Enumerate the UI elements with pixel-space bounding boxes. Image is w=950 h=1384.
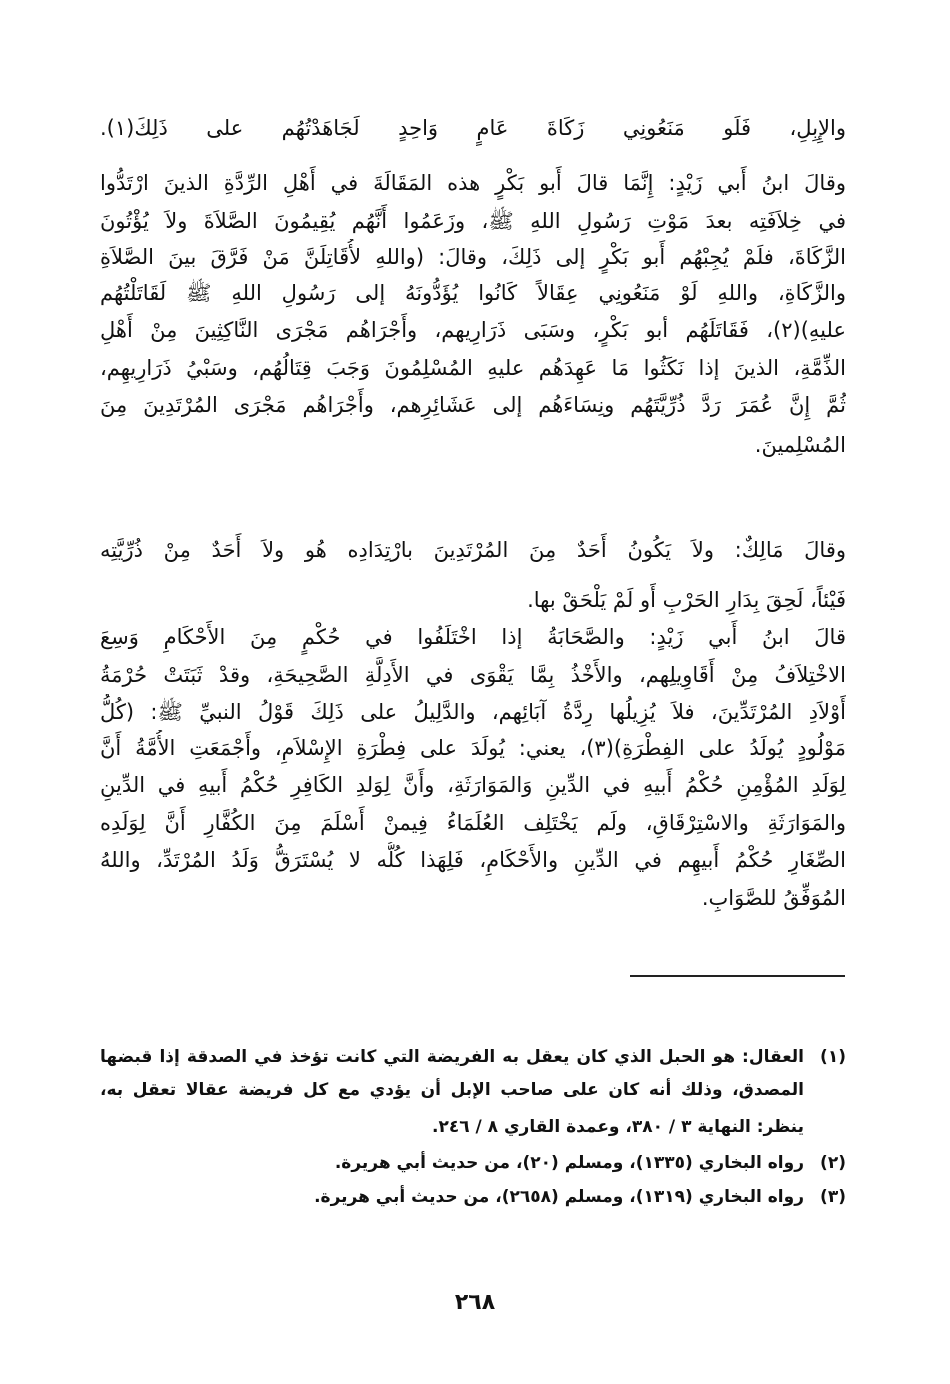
text-line: الزَّكَاةَ، فلَمْ يُجِبْهُم أَبو بَكْرٍ إلى ذَلِكَ، وقالَ: (واللهِ لأُقَاتِلَنَّ مَنْ فَرَّقَ بينَ الصَّلاَةِ xyxy=(100,245,846,269)
text-line: الصِّغَارِ حُكْمُ أَبيهِم في الدِّينِ والأَحْكَامِ، فَلِهَذا كُلُّه لا يُسْتَرَقُّ وَلَدُ المُرْتَدِّ، واللهُ xyxy=(100,848,846,872)
text-line: وقالَ ابنُ أَبي زَيْدٍ: إِنَّمَا قالَ أَبو بَكْرٍ هذه المَقَالَةَ في أَهْلِ الرِّدَّةِ الذينَ ارْتَدُّوا xyxy=(100,171,846,195)
text-line: ثُمَّ إِنَّ عُمَرَ رَدَّ ذُرِّيَّتَهُم ونِسَاءَهُم إلى عَشَائِرِهم، وأَجْرَاهُم مَجْرَى المُرْتَدِينَ مِنَ xyxy=(100,393,846,417)
text-line: مَوْلُودٍ يُولَدُ على الفِطْرَةِ)(٣)، يعني: يُولَدَ على فِطْرَةِ الإِسْلاَمِ، وأَجْمَعَتِ الأُمَّةُ أَنَّ xyxy=(100,736,846,760)
text-line: المُوَفِّقُ للصَّوَابِ. xyxy=(701,886,846,910)
text-line: الاخْتِلاَفُ مِنْ أَقَاوِيلِهم، والأَخْذُ بِمَّا يَقْوَى في الأَدِلَّةِ الصَّحِيحَةِ، وقدْ ثَبَتَتْ حُرْمَةُ xyxy=(100,663,846,687)
text-line: والزَّكَاةِ، واللهِ لَوْ مَنَعُونِي عِقَالاً كَانُوا يُؤَدُّونَهُ إلى رَسُولِ اللهِ ﷺ لَقَاتَلْتُهُم xyxy=(100,281,846,305)
text-line: أَوْلاَدِ المُرْتَدِّينَ، فلاَ يُزِيلُها رِدَّةُ آبَائِهم، والدَّلِيلُ على ذَلِكَ قَوْلُ النبيِّ ﷺ: (كُلُّ xyxy=(100,700,846,724)
footnote-number: (٣) xyxy=(820,1187,846,1207)
text-line: والإِبِلِ، فَلَو مَنَعُونِي زَكَاةَ عَامٍ وَاحِدٍ لَجَاهَدْتُهُم على ذَلِكَ(١). xyxy=(100,116,846,140)
page-number: ٢٦٨ xyxy=(454,1290,496,1315)
text-line: المُسْلِمينَ. xyxy=(754,433,846,457)
footnote-3 xyxy=(100,1181,846,1213)
text-line: وقالَ مَالِكٌ: ولاَ يَكُونُ أَحَدٌ مِنَ المُرْتَدِينَ بارْتِدَادِه هُو ولاَ أَحَدٌ مِنْ ذُرِّيَّتِه xyxy=(100,538,846,562)
text-line: فَيْئاً، لَحِقَ بِدَارِ الحَرْبِ أَو لَمْ يَلْحَقْ بها. xyxy=(527,588,846,612)
text-line: عليهِ)(٢)، فَقَاتَلَهُم أبو بَكْرٍ، وسَبَى ذَرَارِيهم، وأَجْرَاهُم مَجْرَى النَّاكِثِينَ مِنْ أَهْلِ xyxy=(100,318,846,342)
text-line: لِوَلَدِ المُؤْمِنِ حُكْمُ أَبيهِ في الدِّينِ وَالمَوَارَثَةِ، وأَنَّ لِوَلدِ الكَافِرِ حُكْمُ أَبيهِ في الدِّينِ xyxy=(100,773,846,797)
footnote-text: العقال: هو الحبل الذي كان يعقل به الفريضة التي كانت تؤخذ في الصدقة إذا قبضها xyxy=(100,1047,804,1067)
footnote-text: رواه البخاري (١٣١٩)، ومسلم (٢٦٥٨)، من حديث أبي هريرة. xyxy=(314,1187,804,1207)
footnote-number: (١) xyxy=(820,1047,846,1067)
footnote-2 xyxy=(100,1147,846,1179)
footnote-separator xyxy=(630,975,845,977)
text-line: قالَ ابنُ أَبي زَيْدٍ: والصَّحَابَةُ إذا اخْتَلَفُوا في حُكْمٍ مِنَ الأَحْكَامِ وَسِعَ xyxy=(100,625,846,649)
footnote-text: رواه البخاري (١٣٣٥)، ومسلم (٢٠)، من حديث أبي هريرة. xyxy=(334,1153,804,1173)
text-line: والمَوَارَثَةِ والاسْتِرْقَاقِ، ولَم يَخْتَلِف العُلَمَاءُ فِيمنْ أَسْلَمَ مِنَ الكُفَّارِ أَنَّ لِوَلَدِه xyxy=(100,811,846,835)
footnote-1-line-3: ينظر: النهاية ٣ / ٣٨٠، وعمدة القاري ٨ / ٢٤٦. xyxy=(431,1117,804,1137)
footnote-1-line-2: المصدق، وذلك أنه كان على صاحب الإبل أن يؤدي مع كل فريضة عقالا تعقل به، xyxy=(100,1080,804,1100)
text-line: الذِّمَّةِ، الذينَ إذا نَكَثُوا مَا عَهِدَهُم عليهِ المُسْلِمُونَ وَجَبَ قِتَالُهُم، وسَبْيُ ذَرَارِيهِم، xyxy=(100,356,846,380)
footnote-number: (٢) xyxy=(820,1153,846,1173)
footnote-1 xyxy=(100,1041,846,1073)
text-line: في خِلاَفَتِه بعدَ مَوْتِ رَسُولِ اللهِ ﷺ، وزَعَمُوا أَنَّهُم يُقِيمُونَ الصَّلاَةَ ولاَ يُؤْتُونَ xyxy=(100,209,846,233)
